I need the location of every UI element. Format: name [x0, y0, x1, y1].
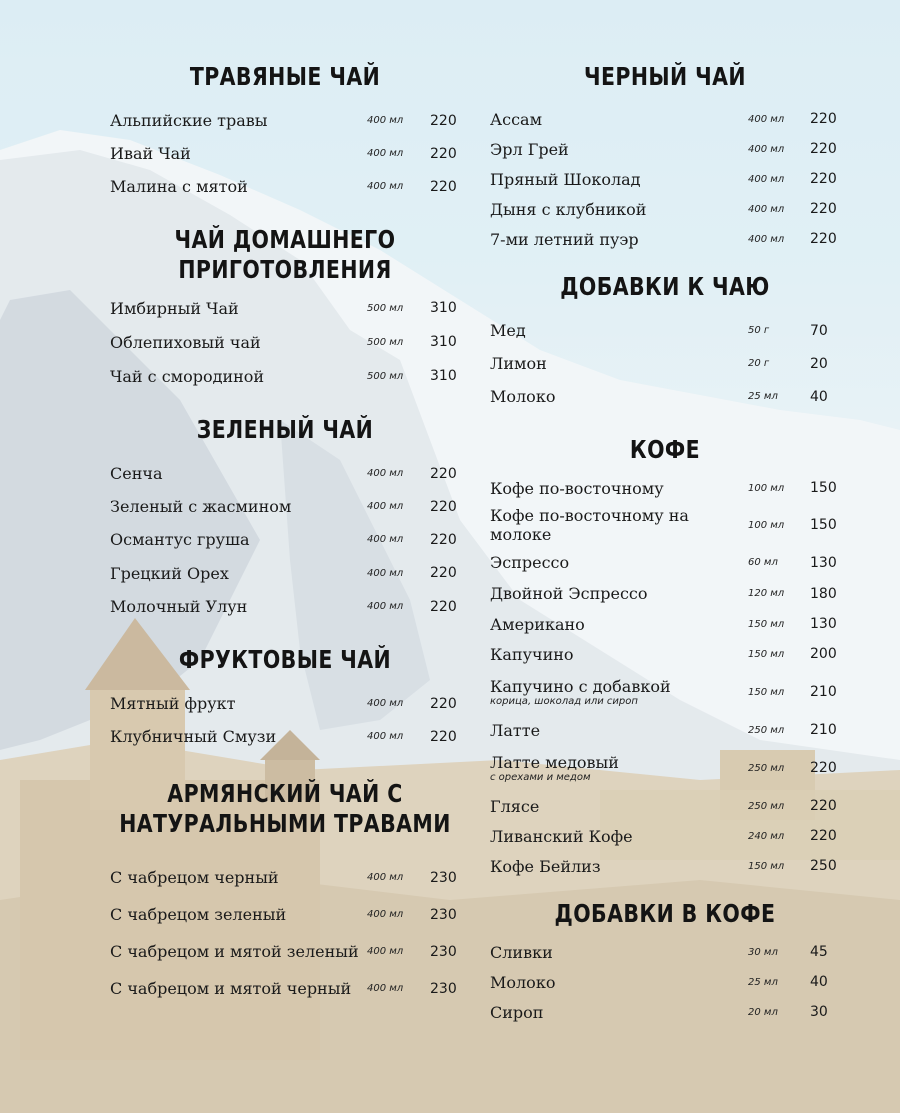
item-price: 130	[810, 616, 837, 632]
menu-item	[490, 104, 840, 134]
menu-section	[490, 899, 840, 1027]
item-volume: 250 мл	[748, 762, 785, 774]
menu-item	[110, 325, 460, 359]
item-name	[490, 553, 840, 572]
item-name	[110, 530, 460, 549]
section-title	[497, 62, 833, 104]
menu-item	[110, 859, 460, 896]
menu-item	[110, 720, 460, 753]
item-price: 230	[430, 869, 457, 886]
item-name-text: Молочный Улун	[110, 597, 248, 616]
item-volume: 500 мл	[367, 370, 404, 382]
menu-item	[110, 556, 460, 590]
item-price: 310	[430, 300, 457, 316]
item-volume: 400 мл	[367, 567, 404, 579]
item-price: 220	[430, 598, 457, 615]
item-name	[110, 464, 460, 483]
item-volume: 150 мл	[748, 618, 785, 630]
item-name-text: Альпийские травы	[110, 111, 268, 130]
section-title-line: ТРАВЯНЫЕ ЧАЙ	[189, 62, 381, 91]
section-title-line: ФРУКТОВЫЕ ЧАЙ	[178, 645, 392, 674]
item-price: 220	[810, 760, 837, 776]
item-price: 40	[810, 974, 828, 990]
left-menu-column	[110, 62, 460, 1007]
item-name-text: С чабрецом черный	[110, 868, 279, 887]
menu-section	[490, 62, 840, 254]
item-name-text: Молоко	[490, 387, 556, 406]
item-volume: 400 мл	[367, 983, 404, 994]
item-name-text: Эспрессо	[490, 553, 570, 572]
item-name-text: Сливки	[490, 942, 553, 962]
item-volume: 400 мл	[367, 946, 404, 957]
right-menu-column	[490, 62, 840, 1027]
item-price: 220	[810, 231, 837, 247]
item-volume: 25 мл	[748, 976, 778, 988]
item-name	[490, 387, 840, 406]
item-name-text: Кофе по-восточному	[490, 478, 664, 498]
item-price: 220	[810, 111, 837, 127]
item-name-text: молоке	[490, 525, 552, 544]
menu-item	[110, 170, 460, 203]
item-volume: 500 мл	[367, 336, 404, 348]
item-volume: 400 мл	[367, 601, 404, 612]
item-name	[110, 979, 460, 998]
menu-item	[490, 380, 840, 413]
item-volume: 400 мл	[748, 233, 785, 245]
item-volume: 25 мл	[748, 391, 778, 402]
item-volume: 250 мл	[748, 724, 785, 736]
item-name-text: Ассам	[490, 109, 543, 129]
menu-item	[490, 347, 840, 380]
item-name-text: С чабрецом и мятой зеленый	[110, 942, 359, 961]
item-name-text: Мятный фрукт	[110, 694, 236, 713]
item-volume: 60 мл	[748, 557, 778, 568]
menu-item	[110, 291, 460, 325]
item-name-text: Американо	[490, 614, 585, 634]
menu-item	[490, 997, 840, 1027]
section-title	[117, 62, 453, 104]
item-name-text: Двойной Эспрессо	[490, 584, 648, 603]
menu-item	[490, 937, 840, 967]
item-price: 30	[810, 1004, 828, 1020]
item-name-text: Сенча	[110, 464, 163, 483]
item-volume: 400 мл	[367, 534, 404, 545]
section-title	[497, 272, 833, 314]
section-title-line: АРМЯНСКИЙ ЧАЙ С	[167, 779, 403, 808]
menu-item	[490, 669, 840, 715]
item-name	[490, 200, 840, 219]
item-name	[490, 506, 840, 544]
item-name-text: С чабрецом зеленый	[110, 905, 287, 924]
menu-section	[490, 272, 840, 413]
item-name-text: Грецкий Орех	[110, 563, 229, 583]
section-title	[117, 779, 453, 859]
menu-section	[490, 435, 840, 881]
item-name-text: Кофе по-восточному на	[490, 506, 689, 525]
item-price: 130	[810, 554, 837, 571]
item-volume: 400 мл	[367, 148, 404, 159]
menu-item	[490, 314, 840, 347]
item-volume: 400 мл	[367, 501, 404, 512]
menu-item	[110, 590, 460, 623]
item-name	[110, 144, 460, 163]
section-title-line: ЧАЙ ДОМАШНЕГО	[174, 225, 396, 254]
item-name-text: Клубничный Смузи	[110, 727, 277, 746]
item-price: 220	[810, 828, 837, 844]
menu-section	[110, 779, 460, 1007]
menu-item	[110, 970, 460, 1007]
item-name-text: Малина с мятой	[110, 177, 248, 196]
section-title-line: ЧЕРНЫЙ ЧАЙ	[584, 62, 746, 91]
item-name	[490, 973, 840, 992]
item-name	[490, 857, 840, 876]
item-price: 180	[810, 585, 837, 602]
section-title	[497, 435, 833, 473]
item-name	[490, 753, 840, 784]
item-name-text: Ивай Чай	[110, 144, 191, 163]
item-note: с орехами и медом	[490, 771, 591, 783]
item-price: 310	[430, 334, 457, 350]
menu-item	[490, 967, 840, 997]
item-name	[490, 140, 840, 159]
item-name-text: Дыня с клубникой	[490, 199, 647, 219]
item-volume: 400 мл	[367, 872, 404, 883]
section-title	[117, 225, 453, 291]
item-name	[110, 111, 460, 130]
item-name	[110, 905, 460, 924]
item-volume: 150 мл	[748, 648, 785, 660]
menu-item	[490, 578, 840, 609]
item-price: 220	[430, 498, 457, 515]
section-title	[117, 415, 453, 457]
item-name	[490, 1003, 840, 1022]
item-volume: 120 мл	[748, 588, 785, 599]
item-price: 220	[430, 145, 457, 162]
section-title-line: ДОБАВКИ В КОФЕ	[554, 899, 776, 928]
item-name-text: Капучино	[490, 644, 574, 664]
item-volume: 20 мл	[748, 1006, 778, 1018]
section-title-line: ДОБАВКИ К ЧАЮ	[560, 272, 770, 301]
item-price: 230	[430, 980, 457, 997]
item-volume: 20 г	[748, 358, 770, 369]
item-name-text: 7-ми летний пуэр	[490, 229, 639, 249]
menu-item	[110, 933, 460, 970]
item-volume: 400 мл	[367, 468, 404, 479]
item-price: 150	[810, 480, 837, 496]
menu-item	[110, 457, 460, 490]
item-volume: 150 мл	[748, 686, 785, 698]
item-price: 40	[810, 388, 828, 405]
item-note: корица, шоколад или сироп	[490, 695, 638, 707]
item-name	[490, 479, 840, 498]
item-name	[490, 827, 840, 846]
item-name-text: Капучино с добавкой	[490, 676, 671, 696]
item-name-text: Пряный Шоколад	[490, 169, 641, 189]
menu-item	[110, 104, 460, 137]
item-price: 220	[430, 112, 457, 129]
item-name	[110, 694, 460, 713]
item-volume: 400 мл	[367, 181, 404, 192]
item-price: 220	[430, 531, 457, 548]
item-name	[490, 943, 840, 962]
item-price: 70	[810, 322, 828, 339]
menu-item	[490, 164, 840, 194]
item-volume: 50 г	[748, 325, 770, 336]
item-price: 220	[430, 695, 457, 712]
item-price: 210	[810, 684, 837, 700]
item-price: 20	[810, 355, 828, 372]
menu-item	[110, 687, 460, 720]
item-name	[490, 721, 840, 740]
item-volume: 400 мл	[367, 909, 404, 920]
menu-item	[490, 639, 840, 669]
menu-item	[490, 609, 840, 639]
item-price: 220	[810, 798, 837, 814]
menu-item	[110, 523, 460, 556]
item-name	[110, 727, 460, 746]
item-name-text: Чай с смородиной	[110, 366, 265, 386]
item-name-text: Латте	[490, 720, 541, 740]
menu-item	[110, 359, 460, 393]
item-name-text: Эрл Грей	[490, 139, 569, 159]
item-name-text: Имбирный Чай	[110, 298, 239, 318]
item-price: 220	[810, 171, 837, 187]
item-name-text: Лимон	[490, 354, 547, 373]
item-volume: 400 мл	[748, 113, 785, 125]
item-name	[110, 367, 460, 386]
item-volume: 100 мл	[748, 482, 785, 494]
item-volume: 500 мл	[367, 302, 404, 314]
item-name	[490, 645, 840, 664]
item-volume: 400 мл	[748, 173, 785, 185]
item-name-text: Кофе Бейлиз	[490, 856, 601, 876]
menu-section	[110, 225, 460, 393]
item-volume: 400 мл	[748, 143, 785, 155]
item-name	[490, 615, 840, 634]
item-volume: 400 мл	[367, 731, 404, 742]
item-name	[490, 110, 840, 129]
menu-item	[110, 137, 460, 170]
item-price: 220	[430, 565, 457, 581]
item-price: 310	[430, 368, 457, 384]
item-name	[490, 797, 840, 816]
item-name	[110, 177, 460, 196]
item-name	[490, 354, 840, 373]
menu-item	[110, 490, 460, 523]
menu-item	[490, 224, 840, 254]
item-name	[490, 584, 840, 603]
item-volume: 240 мл	[748, 830, 785, 842]
item-name	[110, 868, 460, 887]
menu-item	[490, 194, 840, 224]
menu-item	[490, 473, 840, 503]
menu-section	[110, 645, 460, 753]
item-name	[490, 677, 840, 708]
item-name	[110, 333, 460, 352]
menu-item	[490, 745, 840, 791]
item-name	[110, 299, 460, 318]
item-volume: 400 мл	[367, 115, 404, 126]
menu-item	[490, 821, 840, 851]
section-title-line: ЗЕЛЕНЫЙ ЧАЙ	[196, 415, 374, 444]
menu-item	[490, 851, 840, 881]
item-price: 230	[430, 943, 457, 960]
menu-item	[490, 715, 840, 745]
menu-section	[110, 62, 460, 203]
item-name	[110, 942, 460, 961]
item-price: 45	[810, 944, 828, 960]
menu-section	[110, 415, 460, 623]
section-title-line: НАТУРАЛЬНЫМИ ТРАВАМИ	[119, 809, 451, 838]
item-price: 220	[810, 141, 837, 157]
section-title	[497, 899, 833, 937]
item-price: 220	[430, 728, 457, 745]
section-title-line: КОФЕ	[629, 435, 701, 464]
menu-item	[490, 503, 840, 547]
menu-item	[110, 896, 460, 933]
item-price: 200	[810, 646, 837, 662]
item-volume: 30 мл	[748, 946, 778, 958]
item-name-text: Османтус груша	[110, 530, 250, 549]
item-volume: 100 мл	[748, 519, 785, 531]
item-price: 250	[810, 858, 837, 874]
item-name-text: Зеленый с жасмином	[110, 497, 292, 516]
item-name	[490, 230, 840, 249]
item-name	[490, 321, 840, 340]
item-volume: 150 мл	[748, 860, 785, 872]
item-name-text: Сироп	[490, 1002, 544, 1022]
item-name-text: Ливанский Кофе	[490, 826, 633, 846]
section-title-line: ПРИГОТОВЛЕНИЯ	[178, 255, 392, 284]
menu-item	[490, 547, 840, 578]
item-name	[490, 170, 840, 189]
item-name-text: Молоко	[490, 972, 556, 992]
item-volume: 400 мл	[367, 698, 404, 709]
item-name-text: Облепиховый чай	[110, 332, 261, 352]
item-price: 220	[430, 178, 457, 195]
item-price: 230	[430, 906, 457, 923]
item-volume: 400 мл	[748, 203, 785, 215]
item-name	[110, 597, 460, 616]
item-name-text: Глясе	[490, 796, 540, 816]
item-price: 210	[810, 722, 837, 738]
item-name	[110, 497, 460, 516]
item-name	[110, 564, 460, 583]
item-price: 150	[810, 517, 837, 533]
menu-item	[490, 791, 840, 821]
menu-item	[490, 134, 840, 164]
item-volume: 250 мл	[748, 800, 785, 812]
item-name-text: Мед	[490, 321, 526, 340]
item-name-text: С чабрецом и мятой черный	[110, 979, 352, 998]
item-name-text: Латте медовый	[490, 752, 619, 772]
item-price: 220	[430, 465, 457, 482]
section-title	[117, 645, 453, 687]
item-price: 220	[810, 201, 837, 217]
